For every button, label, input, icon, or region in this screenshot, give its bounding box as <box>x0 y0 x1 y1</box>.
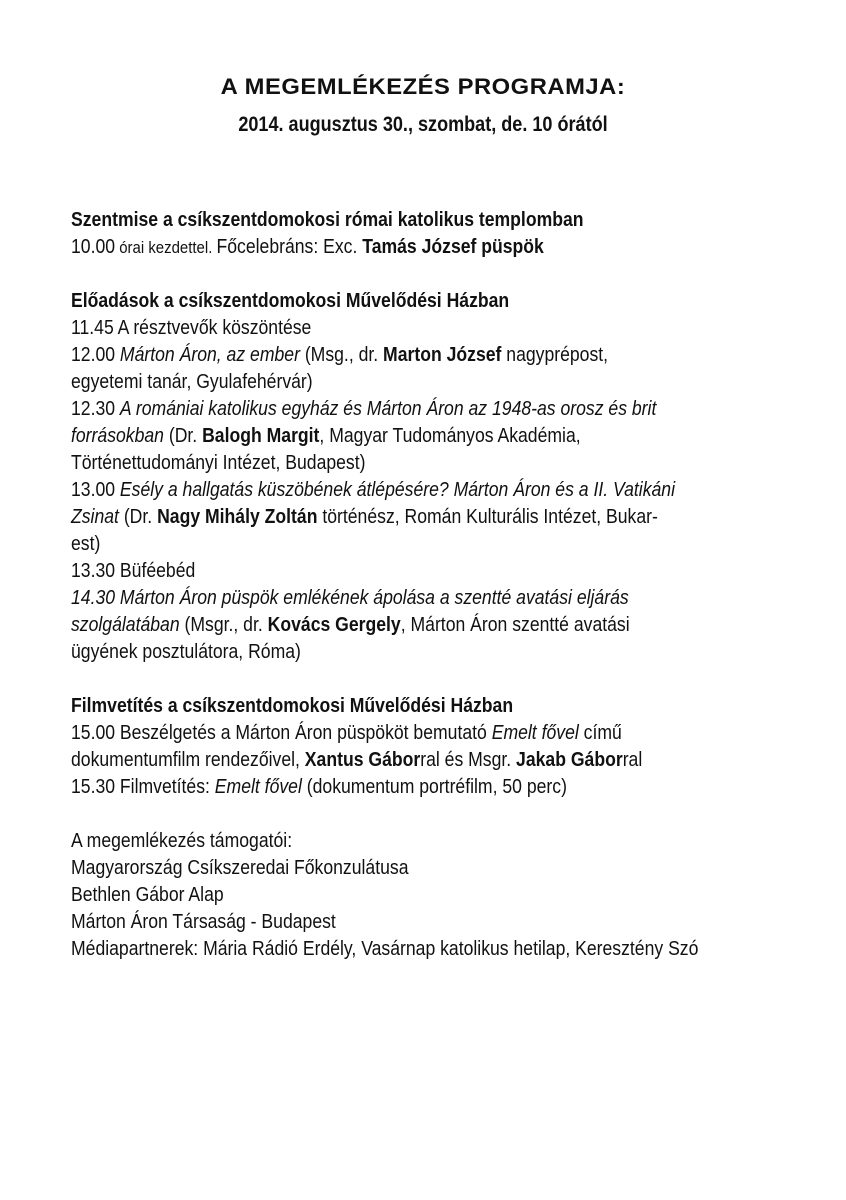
sponsor-item: Magyarország Csíkszeredai Főkonzulátusa <box>71 857 409 879</box>
sponsor-item: Márton Áron Társaság - Budapest <box>71 911 336 933</box>
lecture-text: (Msgr., dr. <box>179 614 268 636</box>
lecture-item: 13.30 Büféebéd <box>71 560 196 582</box>
film-text: 15.00 Beszélgetés a Márton Áron püspököt bemutató <box>71 722 492 744</box>
film-title: Emelt fővel <box>214 776 302 798</box>
director-name: Xantus Gábor <box>304 749 421 771</box>
film-text: 15.30 Filmvetítés: <box>71 776 215 798</box>
lecturer-name: Nagy Mihály Zoltán <box>157 506 318 528</box>
mass-time-suffix: órai kezdettel. <box>115 238 217 257</box>
lecture-title: Esély a hallgatás küszöbének átlépésére? Márton Áron és a II. Vatikáni <box>119 479 675 501</box>
lecture-title: forrásokban <box>71 425 164 447</box>
lecture-item-cont: egyetemi tanár, Gyulafehérvár) <box>71 371 313 393</box>
film-title: Emelt fővel <box>491 722 579 744</box>
mass-celebrant-label: Főcelebráns: Exc. <box>216 236 363 258</box>
lecture-title: Zsinat <box>71 506 119 528</box>
lecture-item-cont: ügyének posztulátora, Róma) <box>71 641 301 663</box>
film-item-cont <box>71 747 705 774</box>
mass-celebrant-name: Tamás József püspök <box>362 236 544 258</box>
sponsors-title: A megemlékezés támogatói: <box>71 830 293 852</box>
mass-section-title: Szentmise a csíkszentdomokosi római katolikus templomban <box>71 209 584 231</box>
program-body <box>71 207 791 963</box>
lecture-title: A romániai katolikus egyház és Márton Áron az 1948-as orosz és brit <box>119 398 657 420</box>
lecturer-name: Balogh Margit <box>202 425 320 447</box>
lecture-item <box>71 585 705 612</box>
lecturer-name: Kovács Gergely <box>267 614 401 636</box>
lecture-item-cont: Történettudományi Intézet, Budapest) <box>71 452 366 474</box>
lecture-title: Márton Áron, az ember <box>119 344 300 366</box>
spacer <box>71 666 791 693</box>
lecture-text: történész, Román Kulturális Intézet, Bukar- <box>317 506 658 528</box>
lecture-text: nagyprépost, <box>501 344 609 366</box>
director-name: Jakab Gábor <box>516 749 623 771</box>
spacer <box>71 801 791 828</box>
film-text: ral <box>622 749 643 771</box>
film-text: (dokumentum portréfilm, 50 perc) <box>301 776 567 798</box>
lecture-item-cont: est) <box>71 533 101 555</box>
lecture-item-cont <box>71 612 705 639</box>
lecture-item <box>71 477 705 504</box>
film-text: dokumentumfilm rendezőivel, <box>71 749 305 771</box>
sponsor-item: Bethlen Gábor Alap <box>71 884 224 906</box>
film-text: ral és Msgr. <box>420 749 517 771</box>
film-item <box>71 720 705 747</box>
film-section-title: Filmvetítés a csíkszentdomokosi Művelődési Házban <box>71 695 514 717</box>
lecture-title: 14.30 Márton Áron püspök emlékének ápolása a szentté avatási eljárás <box>71 587 629 609</box>
lecture-text: , Márton Áron szentté avatási <box>400 614 630 636</box>
event-date: 2014. augusztus 30., szombat, de. 10 órától <box>238 113 608 136</box>
lecture-title: szolgálatában <box>71 614 180 636</box>
lecture-text: (Dr. <box>163 425 203 447</box>
spacer <box>71 261 791 288</box>
lecture-time: 13.00 <box>71 479 120 501</box>
lecture-item-cont <box>71 504 705 531</box>
lecture-item-cont <box>71 423 705 450</box>
page-title: A MEGEMLÉKEZÉS PROGRAMJA: <box>220 74 626 99</box>
mass-time: 10.00 <box>71 236 116 258</box>
sponsor-item: Médiapartnerek: Mária Rádió Erdély, Vasárnap katolikus hetilap, Keresztény Szó <box>71 938 699 960</box>
film-item <box>71 774 705 801</box>
lecture-time: 12.00 <box>71 344 120 366</box>
lecture-time: 12.30 <box>71 398 120 420</box>
lecture-item <box>71 396 705 423</box>
film-text: című <box>578 722 622 744</box>
lecture-item: 11.45 A résztvevők köszöntése <box>71 317 312 339</box>
lecture-text: , Magyar Tudományos Akadémia, <box>319 425 581 447</box>
lecture-item <box>71 342 705 369</box>
lectures-section-title: Előadások a csíkszentdomokosi Művelődési Házban <box>71 290 510 312</box>
lecture-text: (Msg., dr. <box>299 344 384 366</box>
mass-details <box>71 234 705 261</box>
lecture-text: (Dr. <box>118 506 158 528</box>
lecturer-name: Marton József <box>383 344 502 366</box>
